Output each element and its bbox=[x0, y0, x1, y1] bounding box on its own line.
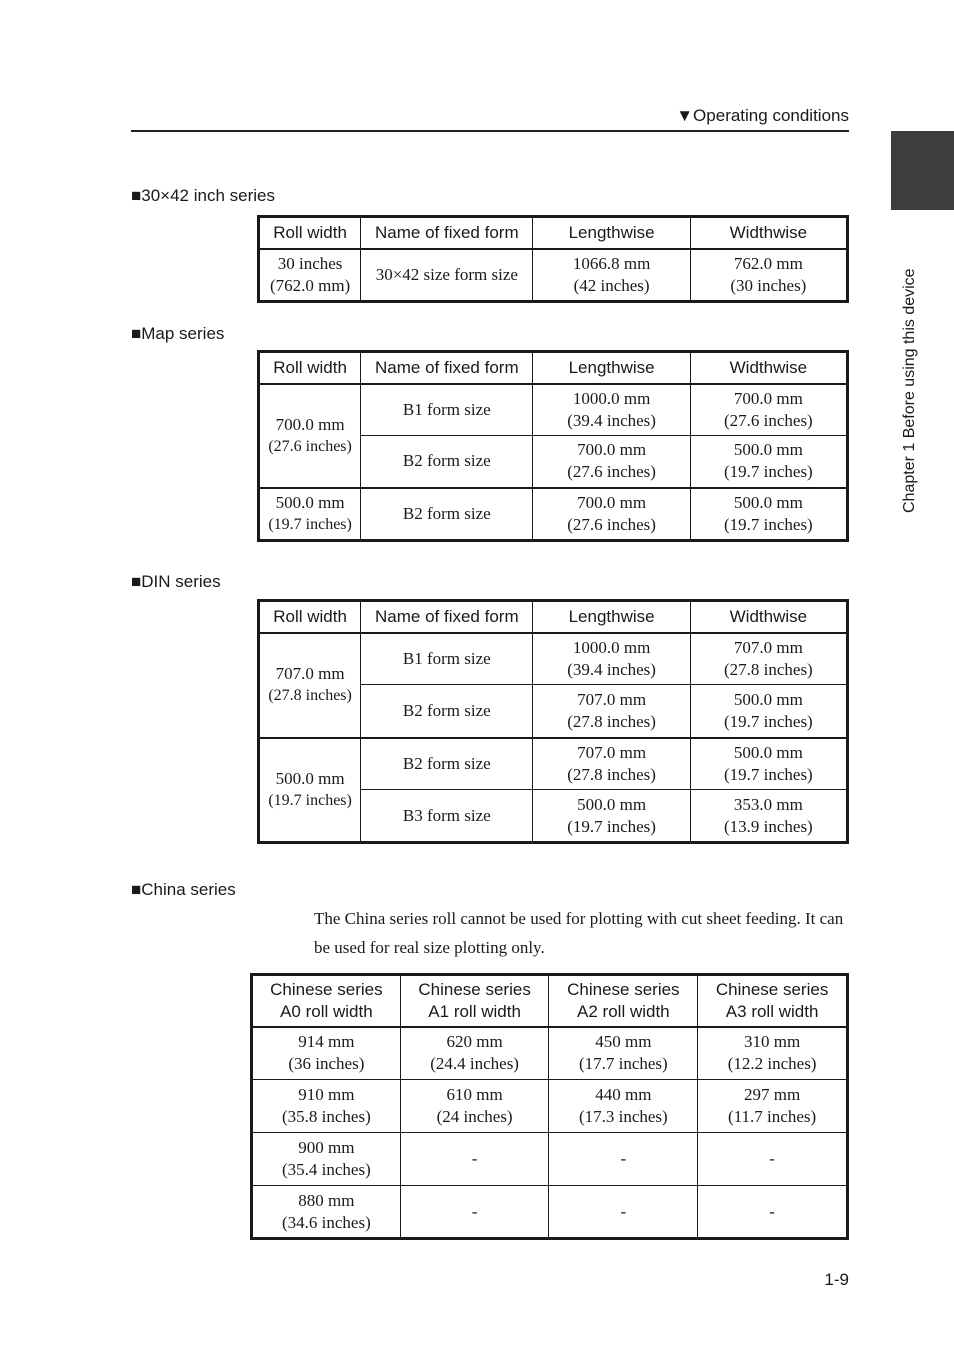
widthwise-cell: 500.0 mm (19.7 inches) bbox=[690, 488, 847, 541]
a1-cell: - bbox=[400, 1186, 549, 1239]
form-name-cell: B2 form size bbox=[361, 436, 533, 488]
col-header-roll-width: Roll width bbox=[259, 601, 361, 633]
roll-width-cell: 30 inches (762.0 mm) bbox=[259, 249, 361, 302]
lengthwise-cell: 707.0 mm (27.8 inches) bbox=[533, 738, 690, 790]
page-number: 1-9 bbox=[824, 1270, 849, 1289]
form-name-cell: B1 form size bbox=[361, 633, 533, 685]
lengthwise-cell: 500.0 mm (19.7 inches) bbox=[533, 790, 690, 843]
roll-width-cell: 500.0 mm (19.7 inches) bbox=[259, 488, 361, 541]
section-title-china: ■China series bbox=[131, 880, 236, 899]
widthwise-cell: 700.0 mm (27.6 inches) bbox=[690, 384, 847, 436]
a0-cell: 900 mm (35.4 inches) bbox=[252, 1133, 401, 1186]
roll-width-cell: 707.0 mm (27.8 inches) bbox=[259, 633, 361, 738]
lengthwise-cell: 707.0 mm (27.8 inches) bbox=[533, 685, 690, 738]
lengthwise-cell: 1066.8 mm (42 inches) bbox=[533, 249, 690, 302]
widthwise-cell: 353.0 mm (13.9 inches) bbox=[690, 790, 847, 843]
a0-cell: 880 mm (34.6 inches) bbox=[252, 1186, 401, 1239]
a0-cell: 910 mm (35.8 inches) bbox=[252, 1080, 401, 1133]
table-din bbox=[257, 599, 849, 844]
col-header-form-name: Name of fixed form bbox=[361, 352, 533, 384]
a1-cell: - bbox=[400, 1133, 549, 1186]
col-header-a2: Chinese series A2 roll width bbox=[549, 975, 698, 1027]
table-row bbox=[252, 1186, 848, 1239]
chapter-tab bbox=[891, 131, 954, 210]
widthwise-cell: 500.0 mm (19.7 inches) bbox=[690, 436, 847, 488]
section-title-30x42: ■30×42 inch series bbox=[131, 186, 275, 205]
widthwise-cell: 762.0 mm (30 inches) bbox=[690, 249, 847, 302]
table-china bbox=[250, 973, 849, 1240]
table-row bbox=[259, 738, 848, 790]
col-header-a3: Chinese series A3 roll width bbox=[698, 975, 848, 1027]
roll-width-cell: 500.0 mm (19.7 inches) bbox=[259, 738, 361, 843]
col-header-roll-width: Roll width bbox=[259, 217, 361, 249]
col-header-widthwise: Widthwise bbox=[690, 601, 847, 633]
lengthwise-cell: 700.0 mm (27.6 inches) bbox=[533, 436, 690, 488]
running-header: ▼Operating conditions bbox=[676, 106, 849, 125]
a1-cell: 620 mm (24.4 inches) bbox=[400, 1027, 549, 1080]
form-name-cell: B2 form size bbox=[361, 738, 533, 790]
section-title-din: ■DIN series bbox=[131, 572, 221, 591]
table-map bbox=[257, 350, 849, 542]
china-series-note: The China series roll cannot be used for plotting with cut sheet feeding. It can be used for real size plotting only. bbox=[314, 909, 844, 957]
widthwise-cell: 500.0 mm (19.7 inches) bbox=[690, 685, 847, 738]
widthwise-cell: 707.0 mm (27.8 inches) bbox=[690, 633, 847, 685]
col-header-a0: Chinese series A0 roll width bbox=[252, 975, 401, 1027]
form-name-cell: B2 form size bbox=[361, 685, 533, 738]
table-row bbox=[259, 249, 848, 302]
a3-cell: - bbox=[698, 1133, 848, 1186]
a2-cell: 440 mm (17.3 inches) bbox=[549, 1080, 698, 1133]
table-row bbox=[259, 384, 848, 436]
table-row bbox=[252, 1027, 848, 1080]
col-header-widthwise: Widthwise bbox=[690, 352, 847, 384]
a3-cell: 310 mm (12.2 inches) bbox=[698, 1027, 848, 1080]
a3-cell: - bbox=[698, 1186, 848, 1239]
form-name-cell: B3 form size bbox=[361, 790, 533, 843]
col-header-lengthwise: Lengthwise bbox=[533, 601, 690, 633]
a1-cell: 610 mm (24 inches) bbox=[400, 1080, 549, 1133]
table-row bbox=[259, 488, 848, 541]
widthwise-cell: 500.0 mm (19.7 inches) bbox=[690, 738, 847, 790]
table-row bbox=[259, 633, 848, 685]
col-header-a1: Chinese series A1 roll width bbox=[400, 975, 549, 1027]
header-rule bbox=[131, 130, 849, 132]
lengthwise-cell: 1000.0 mm (39.4 inches) bbox=[533, 384, 690, 436]
col-header-form-name: Name of fixed form bbox=[361, 601, 533, 633]
col-header-lengthwise: Lengthwise bbox=[533, 217, 690, 249]
table-row bbox=[252, 1080, 848, 1133]
a0-cell: 914 mm (36 inches) bbox=[252, 1027, 401, 1080]
a3-cell: 297 mm (11.7 inches) bbox=[698, 1080, 848, 1133]
form-name-cell: B2 form size bbox=[361, 488, 533, 541]
section-title-map: ■Map series bbox=[131, 324, 225, 343]
col-header-lengthwise: Lengthwise bbox=[533, 352, 690, 384]
chapter-label: Chapter 1 Before using this device bbox=[901, 268, 918, 513]
a2-cell: - bbox=[549, 1133, 698, 1186]
roll-width-cell: 700.0 mm (27.6 inches) bbox=[259, 384, 361, 488]
col-header-widthwise: Widthwise bbox=[690, 217, 847, 249]
lengthwise-cell: 700.0 mm (27.6 inches) bbox=[533, 488, 690, 541]
table-30x42 bbox=[257, 215, 849, 303]
a2-cell: - bbox=[549, 1186, 698, 1239]
a2-cell: 450 mm (17.7 inches) bbox=[549, 1027, 698, 1080]
lengthwise-cell: 1000.0 mm (39.4 inches) bbox=[533, 633, 690, 685]
col-header-form-name: Name of fixed form bbox=[361, 217, 533, 249]
col-header-roll-width: Roll width bbox=[259, 352, 361, 384]
form-name-cell: 30×42 size form size bbox=[361, 249, 533, 302]
form-name-cell: B1 form size bbox=[361, 384, 533, 436]
table-row bbox=[252, 1133, 848, 1186]
